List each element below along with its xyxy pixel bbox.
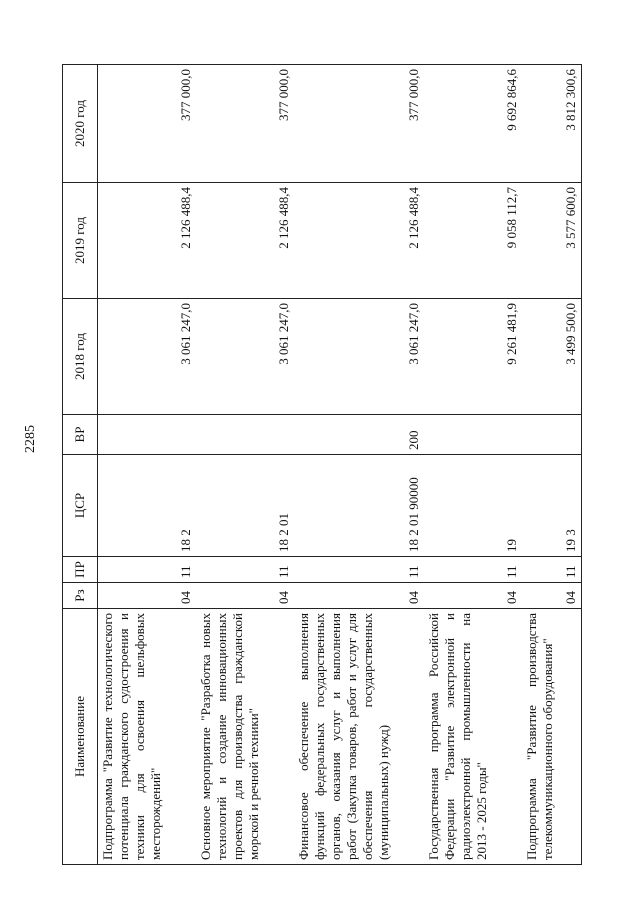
row-csr: 19 <box>424 455 522 557</box>
page-number: 2285 <box>23 425 38 453</box>
row-2020: 9 692 864,6 <box>424 65 522 183</box>
row-rz: 04 <box>294 583 424 609</box>
row-name: Государственная программа Российской Федерации "Развитие электронной и радиоэлектронной промышленности на 2013 - 2025 годы" <box>424 609 522 865</box>
budget-table <box>62 64 582 865</box>
row-pr: 11 <box>294 557 424 583</box>
row-pr: 11 <box>98 557 196 583</box>
row-2019: 2 126 488,4 <box>196 183 294 299</box>
header-name: Наименование <box>63 609 98 865</box>
header-2018: 2018 год <box>63 299 98 415</box>
row-pr: 11 <box>424 557 522 583</box>
row-vr <box>98 415 196 455</box>
row-name: Финансовое обеспечение выполнения функций федеральных государственных органов, оказания услуг и выполнения работ (Закупка товаров, работ и услуг для обеспечения государственных (муниципальных) нужд) <box>294 609 424 865</box>
row-2018: 3 061 247,0 <box>98 299 196 415</box>
row-csr: 19 3 <box>522 455 582 557</box>
row-name: Подпрограмма "Развитие производства телекоммуникационного оборудования" <box>522 609 582 865</box>
row-2018: 3 499 500,0 <box>522 299 582 415</box>
row-2020: 377 000,0 <box>196 65 294 183</box>
row-rz: 04 <box>522 583 582 609</box>
row-vr: 200 <box>294 415 424 455</box>
table-row <box>522 65 582 865</box>
row-vr <box>522 415 582 455</box>
row-vr <box>196 415 294 455</box>
row-2020: 3 812 300,6 <box>522 65 582 183</box>
budget-table-container <box>62 65 582 865</box>
row-2019: 2 126 488,4 <box>294 183 424 299</box>
row-name: Основное мероприятие "Разработка новых технологий и создание инновационных проектов для производства гражданской морской и речной техники" <box>196 609 294 865</box>
row-2018: 3 061 247,0 <box>196 299 294 415</box>
row-rz: 04 <box>98 583 196 609</box>
table-row <box>98 65 196 865</box>
row-2019: 3 577 600,0 <box>522 183 582 299</box>
row-2020: 377 000,0 <box>294 65 424 183</box>
table-row <box>424 65 522 865</box>
row-vr <box>424 415 522 455</box>
row-name: Подпрограмма "Развитие технологического потенциала гражданского судостроения и техники для освоения шельфовых месторождений" <box>98 609 196 865</box>
row-csr: 18 2 01 90000 <box>294 455 424 557</box>
table-header-row <box>63 65 98 865</box>
row-rz: 04 <box>196 583 294 609</box>
table-row <box>196 65 294 865</box>
row-2020: 377 000,0 <box>98 65 196 183</box>
row-2019: 9 058 112,7 <box>424 183 522 299</box>
table-row <box>294 65 424 865</box>
row-csr: 18 2 <box>98 455 196 557</box>
header-csr: ЦСР <box>63 455 98 557</box>
header-rz: Рз <box>63 583 98 609</box>
row-csr: 18 2 01 <box>196 455 294 557</box>
row-rz: 04 <box>424 583 522 609</box>
header-2019: 2019 год <box>63 183 98 299</box>
row-2018: 3 061 247,0 <box>294 299 424 415</box>
header-pr: ПР <box>63 557 98 583</box>
row-2019: 2 126 488,4 <box>98 183 196 299</box>
header-vr: ВР <box>63 415 98 455</box>
header-2020: 2020 год <box>63 65 98 183</box>
row-2018: 9 261 481,9 <box>424 299 522 415</box>
row-pr: 11 <box>522 557 582 583</box>
row-pr: 11 <box>196 557 294 583</box>
